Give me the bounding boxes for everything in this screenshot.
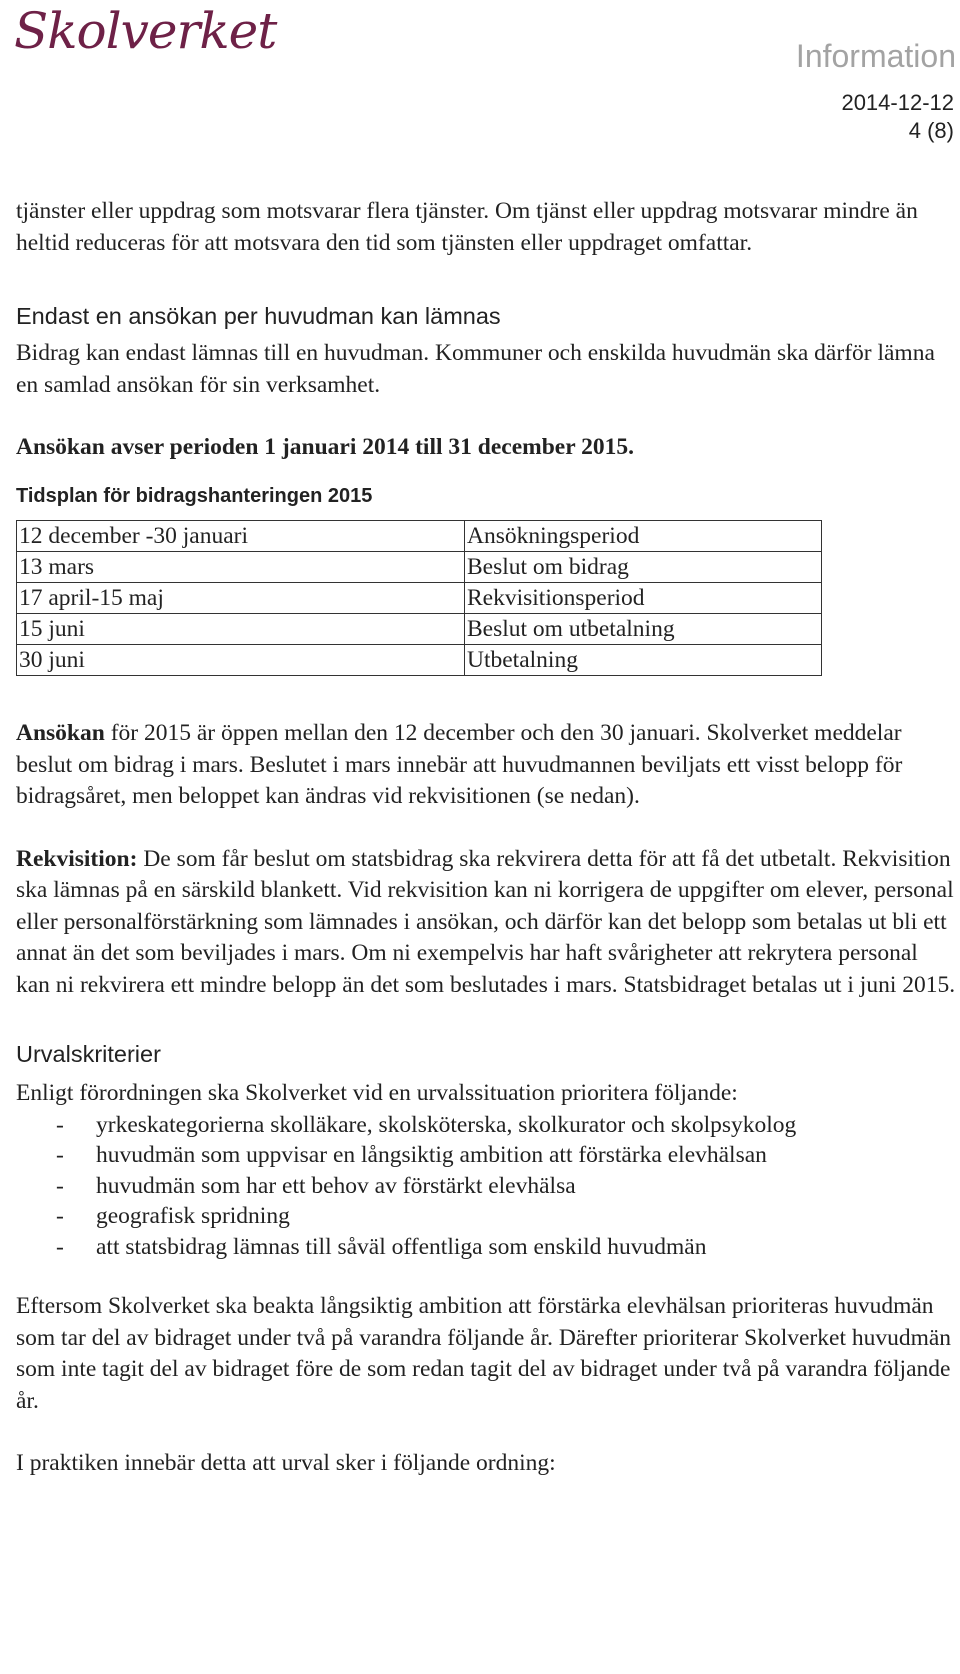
schedule-table <box>16 520 822 676</box>
schedule-date: 13 mars <box>17 552 465 583</box>
criteria-item <box>16 1201 956 1232</box>
intro-paragraph: tjänster eller uppdrag som motsvarar flera tjänster. Om tjänst eller uppdrag motsvarar mindre än heltid reduceras för att motsvara den tid som tjänsten eller uppdraget omfattar. <box>16 198 918 256</box>
period-note: Ansökan avser perioden 1 januari 2014 till 31 december 2015. <box>16 434 634 460</box>
schedule-event: Beslut om utbetalning <box>465 614 822 645</box>
page-number: 4 (8) <box>908 118 954 143</box>
criteria-item <box>16 1140 956 1171</box>
dash-marker: - <box>56 1203 64 1229</box>
schedule-row <box>17 583 822 614</box>
rekvisition-text: De som får beslut om statsbidrag ska rekvirera detta för att få det utbetalt. Rekvisition ska lämnas på en särskild blankett. Vid rekvisition kan ni korrigera de uppgifter om elever, personal eller personalförstärkning som lämnades i ansökan, och därför kan det belopp som betalas ut bli ett annat än det som beviljades i mars. Om ni exempelvis har haft svårigheter att rekrytera personal kan ni rekvirera ett mindre belopp än det som beslutades i mars. Statsbidraget betalas ut i juni 2015. <box>16 845 956 998</box>
criteria-text: huvudmän som har ett behov av förstärkt elevhälsa <box>96 1172 576 1199</box>
schedule-row <box>17 645 822 676</box>
priority-paragraph: Eftersom Skolverket ska beakta långsiktig ambition att förstärka elevhälsan prioriteras huvudmän som tar del av bidraget under två på varandra följande år. Därefter prioriterar Skolverket huvudmän som inte tagit del av bidraget före de som redan tagit del av bidraget under två på varandra följande år. <box>16 1293 952 1414</box>
schedule-date: 17 april-15 maj <box>17 583 465 614</box>
dash-marker: - <box>56 1111 64 1138</box>
section-one-text: Bidrag kan endast lämnas till en huvudman. Kommuner och enskilda huvudmän ska därför lämna en samlad ansökan för sin verksamhet. <box>16 340 935 398</box>
criteria-item <box>16 1171 956 1202</box>
criteria-text: geografisk spridning <box>96 1203 290 1229</box>
criteria-text: yrkeskategorierna skolläkare, skolsköterska, skolkurator och skolpsykolog <box>96 1111 797 1138</box>
schedule-row <box>17 552 822 583</box>
criteria-list <box>16 1110 956 1263</box>
criteria-item <box>16 1110 956 1141</box>
urval-heading: Urvalskriterier <box>16 1041 161 1067</box>
schedule-event: Utbetalning <box>465 645 822 676</box>
criteria-item <box>16 1232 956 1263</box>
dash-marker: - <box>56 1172 64 1199</box>
schedule-row <box>17 521 822 552</box>
criteria-text: att statsbidrag lämnas till såväl offentliga som enskild huvudmän <box>96 1233 707 1260</box>
criteria-text: huvudmän som uppvisar en långsiktig ambition att förstärka elevhälsan <box>96 1142 767 1168</box>
urval-intro: Enligt förordningen ska Skolverket vid en urvalssituation prioritera följande: <box>16 1080 738 1106</box>
schedule-date: 30 juni <box>17 645 465 676</box>
ansokan-text: för 2015 är öppen mellan den 12 december och den 30 januari. Skolverket meddelar beslut om bidrag i mars. Beslutet i mars innebär att huvudmannen beviljats ett visst belopp för bidragsåret, men beloppet kan ändras vid rekvisitionen (se nedan). <box>16 720 903 809</box>
schedule-event: Ansökningsperiod <box>465 521 822 552</box>
schedule-date: 15 juni <box>17 614 465 645</box>
document-type: Information <box>795 38 956 74</box>
skolverket-logo: Skolverket <box>14 2 277 60</box>
ansokan-label: Ansökan <box>16 720 105 746</box>
document-body <box>16 196 956 1480</box>
dash-marker: - <box>56 1142 64 1168</box>
document-date: 2014-12-12 <box>841 90 954 115</box>
rekvisition-paragraph <box>16 844 956 1002</box>
schedule-date: 12 december -30 januari <box>17 521 465 552</box>
ansokan-paragraph <box>16 718 956 813</box>
rekvisition-label: Rekvisition: <box>16 845 138 872</box>
schedule-row <box>17 614 822 645</box>
schedule-event: Rekvisitionsperiod <box>465 583 822 614</box>
schedule-heading: Tidsplan för bidragshanteringen 2015 <box>16 485 373 507</box>
section-heading-one-application: Endast en ansökan per huvudman kan lämnas <box>16 303 501 329</box>
dash-marker: - <box>56 1233 64 1260</box>
final-paragraph: I praktiken innebär detta att urval sker i följande ordning: <box>16 1450 556 1476</box>
schedule-event: Beslut om bidrag <box>465 552 822 583</box>
